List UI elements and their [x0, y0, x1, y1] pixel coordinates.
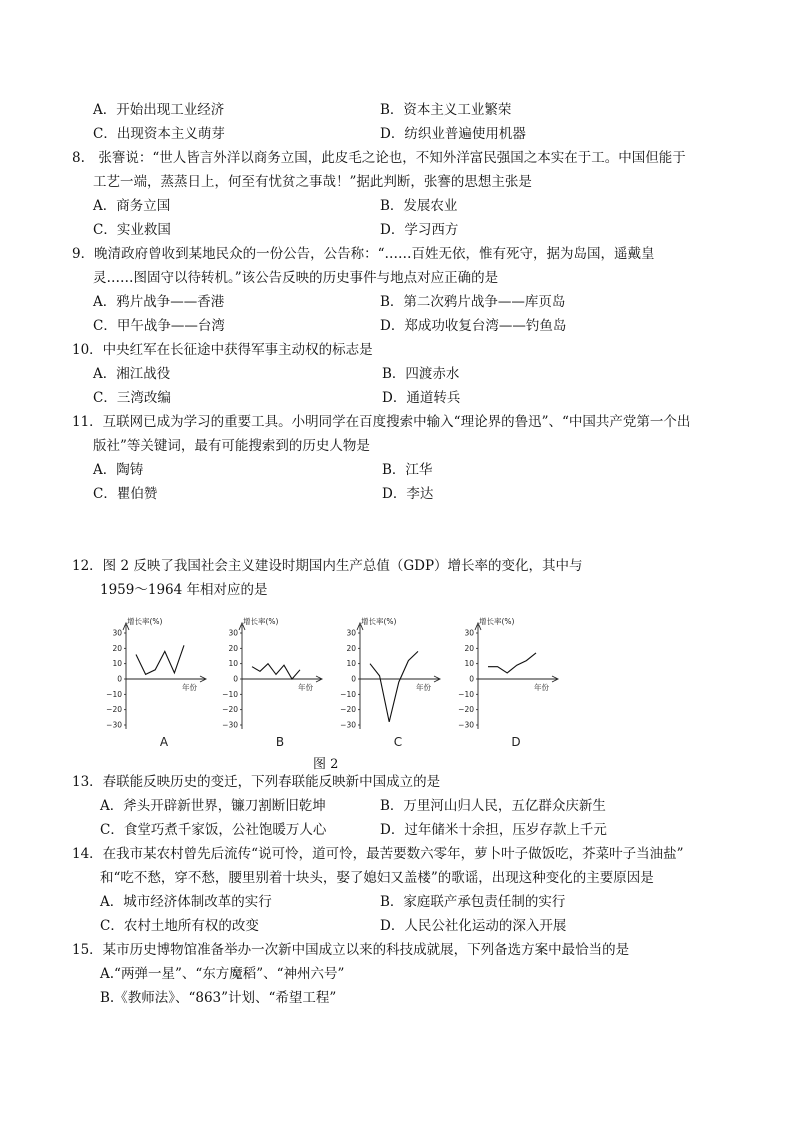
chart-d-tick-label: 10: [464, 659, 474, 669]
q12-stem-line2: 1959～1964 年相对应的是: [100, 582, 268, 598]
chart-d-xlabel: 年份: [534, 683, 549, 692]
q8-option-b: B．发展农业: [380, 198, 458, 214]
q8-stem-line1: 8. 张謇说：“世人皆言外洋以商务立国，此皮毛之论也，不知外洋富民强国之本实在于工。中国但能于: [72, 150, 686, 166]
q13-stem: 13．春联能反映历史的变迁，下列春联能反映新中国成立的是: [72, 774, 441, 790]
chart-d-tick-label: 30: [464, 628, 474, 638]
figure-caption: 图 2: [313, 757, 339, 772]
chart-a-tick-label: 20: [112, 643, 122, 653]
chart-a-label: A: [159, 735, 169, 749]
chart-c-tick-label: 30: [346, 628, 356, 638]
chart-b-tick-label: 30: [228, 628, 238, 638]
q13-option-d: D．过年储米十余担，压岁存款上千元: [380, 822, 607, 838]
q13-option-a: A．斧头开辟新世界，镰刀割断旧乾坤: [100, 798, 326, 814]
gdp-growth-charts: [0, 615, 794, 755]
q10-option-a: A．湘江战役: [93, 366, 171, 382]
chart-d-tick-label: −30: [458, 720, 474, 730]
q10-stem: 10．中央红军在长征途中获得军事主动权的标志是: [72, 342, 373, 358]
chart-b-tick-label: 0: [233, 674, 238, 684]
q8-option-c: C．实业救国: [93, 222, 171, 238]
chart-c-tick-label: −30: [340, 720, 356, 730]
q10-option-b: B．四渡赤水: [382, 366, 460, 382]
chart-b-tick-label: 20: [228, 643, 238, 653]
q10-option-d: D．通道转兵: [382, 390, 461, 406]
q9-stem-line2: 灵……图固守以待转机。”该公告反映的历史事件与地点对应正确的是: [93, 270, 499, 286]
chart-b-tick-label: −30: [222, 720, 238, 730]
chart-c-series-line: [370, 651, 418, 722]
q14-option-b: B．家庭联产承包责任制的实行: [380, 894, 566, 910]
chart-a-tick-label: 10: [112, 659, 122, 669]
chart-a-series-line: [136, 645, 184, 674]
chart-d-tick-label: 20: [464, 643, 474, 653]
q11-option-b: B．江华: [382, 462, 433, 478]
chart-a-tick-label: 30: [112, 628, 122, 638]
chart-d-ylabel: 增长率(%): [479, 617, 515, 626]
chart-d-tick-label: −20: [458, 705, 474, 715]
q13-option-b: B．万里河山归人民，五亿群众庆新生: [380, 798, 606, 814]
chart-b-label: B: [275, 735, 285, 749]
q11-option-d: D．李达: [382, 486, 434, 502]
chart-b-tick-label: −20: [222, 705, 238, 715]
q14-stem-line2: 和“吃不愁，穿不愁，腰里别着十块头，娶了媳妇又盖楼”的歌谣，出现这种变化的主要原因是: [100, 870, 654, 886]
chart-c-label: C: [393, 735, 403, 749]
q14-option-c: C．农村土地所有权的改变: [100, 918, 259, 934]
chart-b-xlabel: 年份: [298, 683, 313, 692]
chart-a-tick-label: 0: [117, 674, 122, 684]
chart-b-series-line: [252, 664, 300, 679]
chart-d-tick-label: −10: [458, 689, 474, 699]
chart-b-tick-label: −10: [222, 689, 238, 699]
chart-a-tick-label: −20: [106, 705, 122, 715]
q9-stem-line1: 9．晚清政府曾收到某地民众的一份公告，公告称：“……百姓无依，惟有死守，据为岛国，遥戴皇: [72, 246, 655, 262]
chart-c-tick-label: −10: [340, 689, 356, 699]
chart-c-tick-label: 10: [346, 659, 356, 669]
q9-option-b: B．第二次鸦片战争——库页岛: [380, 294, 566, 310]
chart-c-tick-label: −20: [340, 705, 356, 715]
q7-option-a: A．开始出现工业经济: [93, 102, 225, 118]
chart-a-ylabel: 增长率(%): [127, 617, 163, 626]
q14-stem-line1: 14．在我市某农村曾先后流传“说可怜，道可怜，最苦要数六零年，萝卜叶子做饭吃，芥菜叶子当油盐”: [72, 846, 684, 862]
chart-d-series-line: [488, 653, 536, 673]
q7-option-d: D．纺织业普遍使用机器: [380, 126, 526, 142]
chart-c-tick-label: 0: [351, 674, 356, 684]
chart-a-xlabel: 年份: [182, 683, 197, 692]
q15-option-a: A.“两弹一星”、“东方魔稻”、“神州六号”: [100, 966, 345, 982]
q12-stem-line1: 12．图 2 反映了我国社会主义建设时期国内生产总值（GDP）增长率的变化，其中与: [72, 558, 583, 574]
q8-stem-line2: 工艺一端，蒸蒸日上，何至有忧贫之事哉！”据此判断，张謇的思想主张是: [93, 174, 532, 190]
q13-option-c: C．食堂巧煮千家饭，公社饱暖万人心: [100, 822, 327, 838]
chart-d-tick-label: 0: [469, 674, 474, 684]
q14-option-d: D．人民公社化运动的深入开展: [380, 918, 567, 934]
q11-stem-line2: 版社”等关键词，最有可能搜索到的历史人物是: [93, 438, 370, 454]
q8-option-a: A．商务立国: [93, 198, 171, 214]
q7-option-c: C．出现资本主义萌芽: [93, 126, 225, 142]
q7-option-b: B．资本主义工业繁荣: [380, 102, 512, 118]
q10-option-c: C．三湾改编: [93, 390, 171, 406]
q11-option-a: A．陶铸: [93, 462, 144, 478]
q9-option-a: A．鸦片战争——香港: [93, 294, 225, 310]
chart-a-tick-label: −30: [106, 720, 122, 730]
chart-c-tick-label: 20: [346, 643, 356, 653]
chart-d-label: D: [511, 735, 521, 749]
chart-b-tick-label: 10: [228, 659, 238, 669]
q15-option-b: B.《教师法》、“863”计划、“希望工程”: [100, 990, 337, 1006]
q11-stem-line1: 11．互联网已成为学习的重要工具。小明同学在百度搜索中输入“理论界的鲁迅”、“中国共产党第一个出: [72, 414, 691, 430]
q9-option-d: D．郑成功收复台湾——钓鱼岛: [380, 318, 567, 334]
q9-option-c: C．甲午战争——台湾: [93, 318, 225, 334]
chart-c-ylabel: 增长率(%): [361, 617, 397, 626]
chart-a-tick-label: −10: [106, 689, 122, 699]
chart-b-ylabel: 增长率(%): [243, 617, 279, 626]
q15-stem: 15．某市历史博物馆准备举办一次新中国成立以来的科技成就展，下列备选方案中最恰当的是: [72, 942, 630, 958]
chart-c-xlabel: 年份: [416, 683, 431, 692]
q8-option-d: D．学习西方: [380, 222, 459, 238]
q14-option-a: A．城市经济体制改革的实行: [100, 894, 272, 910]
q11-option-c: C．瞿伯赞: [93, 486, 158, 502]
